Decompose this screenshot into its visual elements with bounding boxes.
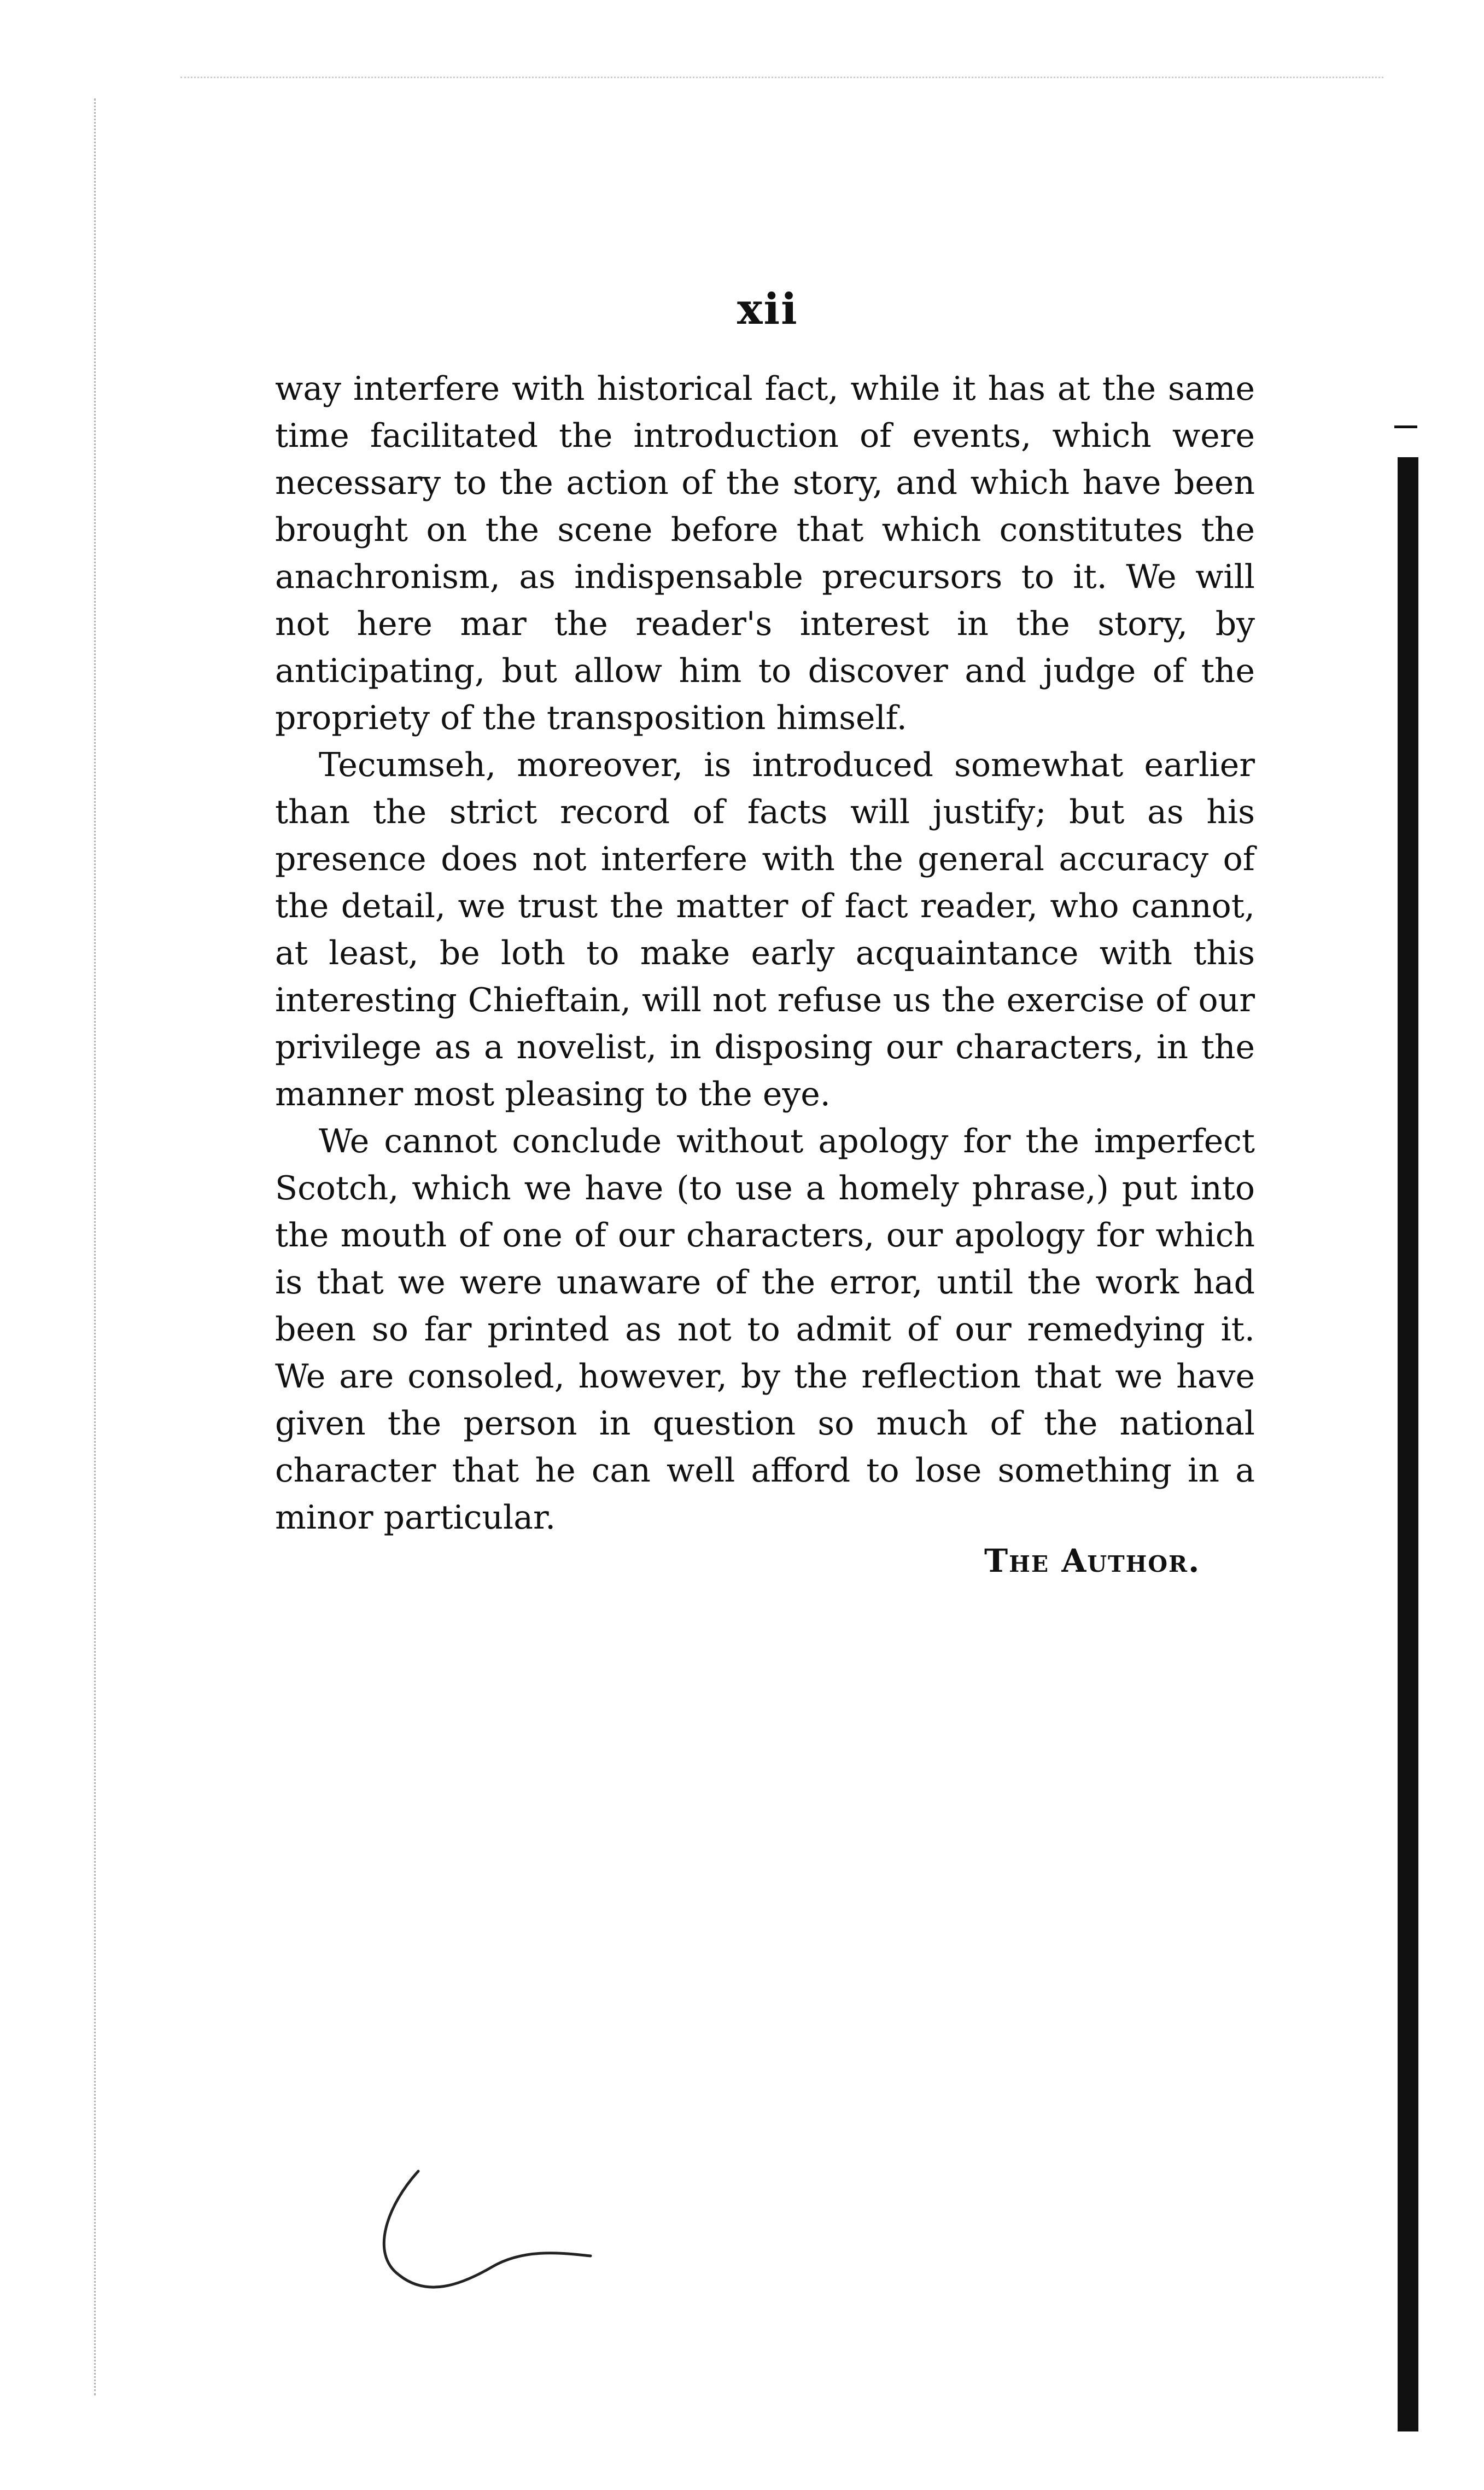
binding-edge-bar xyxy=(1398,457,1418,2431)
author-signature: The Author. xyxy=(984,1542,1201,1579)
paragraph-3: We cannot conclude without apology for the imperfect Scotch, which we have (to use a homely phrase,) put into the mouth of one of our characters, our apology for which is that we were unaware of the error, until the work had been so far printed as not to admit of our remedying it. We are consoled, however, by the reflection that we have given the person in question so much of the national character that he can well afford to lose something in a minor particular. xyxy=(275,1122,1255,1537)
paragraph-1: way interfere with historical fact, while it has at the same time facilitated the introduction of events, which were necessary to the action of the story, and which have been brought on the scene before that which constitutes the anachronism, as indispensable precursors to it. We will not here mar the reader's interest in the story, by anticipating, but allow him to discover and judge of the propriety of the transposition himself. xyxy=(275,370,1255,737)
body-text xyxy=(275,365,1255,1541)
page-edge-left-marks xyxy=(94,98,167,2395)
binding-edge-tick xyxy=(1394,425,1417,428)
paragraph-2: Tecumseh, moreover, is introduced somewhat earlier than the strict record of facts will justify; but as his presence does not interfere with the general accuracy of the detail, we trust the matter of fact reader, who cannot, at least, be loth to make early acquaintance with this interesting Chieftain, will not refuse us the exercise of our privilege as a novelist, in disposing our characters, in the manner most pleasing to the eye. xyxy=(275,746,1255,1113)
pen-scribble-mark xyxy=(366,2166,607,2313)
page-edge-top-marks xyxy=(180,77,1383,100)
page-number: xii xyxy=(737,284,798,334)
